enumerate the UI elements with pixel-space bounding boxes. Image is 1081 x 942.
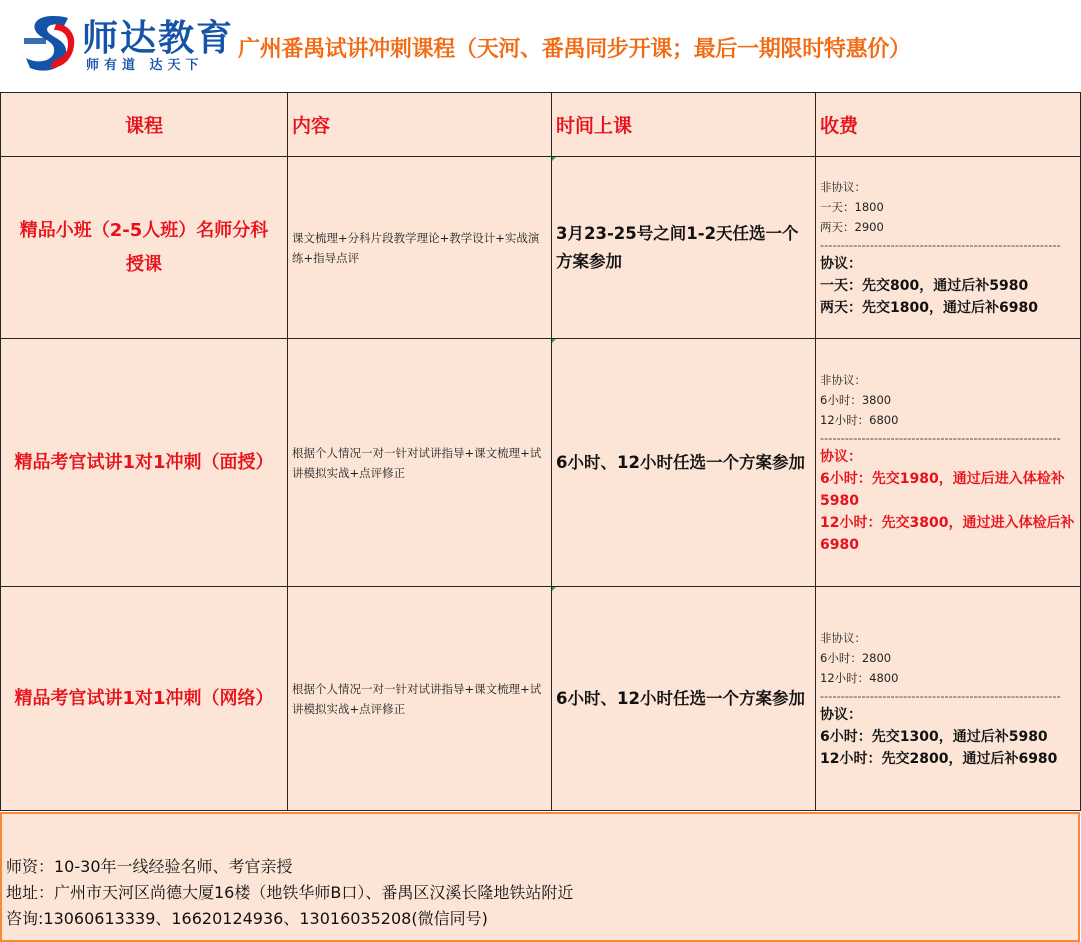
course-name: 精品考官试讲1对1冲刺（网络） — [1, 587, 288, 811]
fee-agreement-item: 两天：先交1800，通过后补6980 — [820, 299, 1038, 316]
course-fees — [816, 339, 1081, 587]
fee-agreement-item: 12小时：先交2800，通过后补6980 — [820, 750, 1058, 767]
table-header-row — [1, 93, 1081, 157]
fee-agreement-label: 协议： — [820, 255, 862, 272]
course-name: 精品小班（2-5人班）名师分科授课 — [1, 157, 288, 339]
teachers-info: 师资：10-30年一线经验名师、考官亲授 — [6, 857, 293, 876]
fee-non-agreement-item: 两天：2900 — [820, 219, 884, 234]
fee-divider: ---------------------------------------------------------- — [820, 688, 1061, 703]
page-header — [0, 0, 1080, 93]
address-info: 地址：广州市天河区尚德大厦16楼（地铁华师B口）、番禺区汉溪长隆地铁站附近 — [6, 883, 574, 902]
sd-logo-icon — [22, 10, 78, 74]
course-time-text: 6小时、12小时任选一个方案参加 — [556, 688, 805, 708]
brand-slogan: 师有道 达天下 — [86, 58, 204, 73]
fee-agreement-label: 协议： — [820, 448, 862, 465]
course-time — [552, 157, 816, 339]
cell-marker — [552, 339, 556, 343]
fee-agreement-item: 6小时：先交1300，通过后补5980 — [820, 728, 1048, 745]
contact-footer — [0, 812, 1080, 942]
course-time-text: 6小时、12小时任选一个方案参加 — [556, 452, 805, 472]
course-content: 根据个人情况一对一针对试讲指导+课文梳理+试讲模拟实战+点评修正 — [288, 587, 552, 811]
table-row — [1, 587, 1081, 811]
fee-non-agreement-item: 12小时：4800 — [820, 670, 899, 685]
fee-non-agreement-label: 非协议： — [820, 179, 866, 194]
contact-info: 咨询:13060613339、16620124936、13016035208(微信同号) — [6, 909, 488, 928]
fee-non-agreement-item: 12小时：6800 — [820, 412, 899, 427]
course-time — [552, 339, 816, 587]
table-row — [1, 157, 1081, 339]
fee-divider: ---------------------------------------------------------- — [820, 237, 1061, 252]
course-time — [552, 587, 816, 811]
column-header-content: 内容 — [288, 93, 552, 157]
course-fees — [816, 587, 1081, 811]
column-header-fees: 收费 — [816, 93, 1081, 157]
fee-agreement-label: 协议： — [820, 706, 862, 723]
fee-non-agreement-label: 非协议： — [820, 372, 866, 387]
course-name: 精品考官试讲1对1冲刺（面授） — [1, 339, 288, 587]
fee-non-agreement-item: 6小时：3800 — [820, 392, 892, 407]
course-content: 课文梳理+分科片段教学理论+教学设计+实战演练+指导点评 — [288, 157, 552, 339]
fee-agreement-item: 12小时：先交3800，通过进入体检后补6980 — [820, 514, 1075, 553]
brand-name: 师达教育 — [82, 18, 235, 59]
column-header-course: 课程 — [1, 93, 288, 157]
page-title: 广州番禺试讲冲刺课程（天河、番禺同步开课；最后一期限时特惠价） — [238, 37, 911, 62]
column-header-time: 时间上课 — [552, 93, 816, 157]
fee-non-agreement-label: 非协议： — [820, 630, 866, 645]
course-fees — [816, 157, 1081, 339]
fee-non-agreement-item: 一天：1800 — [820, 199, 884, 214]
course-content: 根据个人情况一对一针对试讲指导+课文梳理+试讲模拟实战+点评修正 — [288, 339, 552, 587]
table-row — [1, 339, 1081, 587]
fee-non-agreement-item: 6小时：2800 — [820, 650, 892, 665]
fee-agreement-item: 一天：先交800，通过后补5980 — [820, 277, 1029, 294]
course-table — [0, 92, 1081, 811]
cell-marker — [552, 157, 556, 161]
cell-marker — [552, 587, 556, 591]
fee-agreement-item: 6小时：先交1980，通过后进入体检补5980 — [820, 470, 1065, 509]
course-time-text: 3月23-25号之间1-2天任选一个方案参加 — [556, 223, 799, 271]
fee-divider: ---------------------------------------------------------- — [820, 430, 1061, 445]
